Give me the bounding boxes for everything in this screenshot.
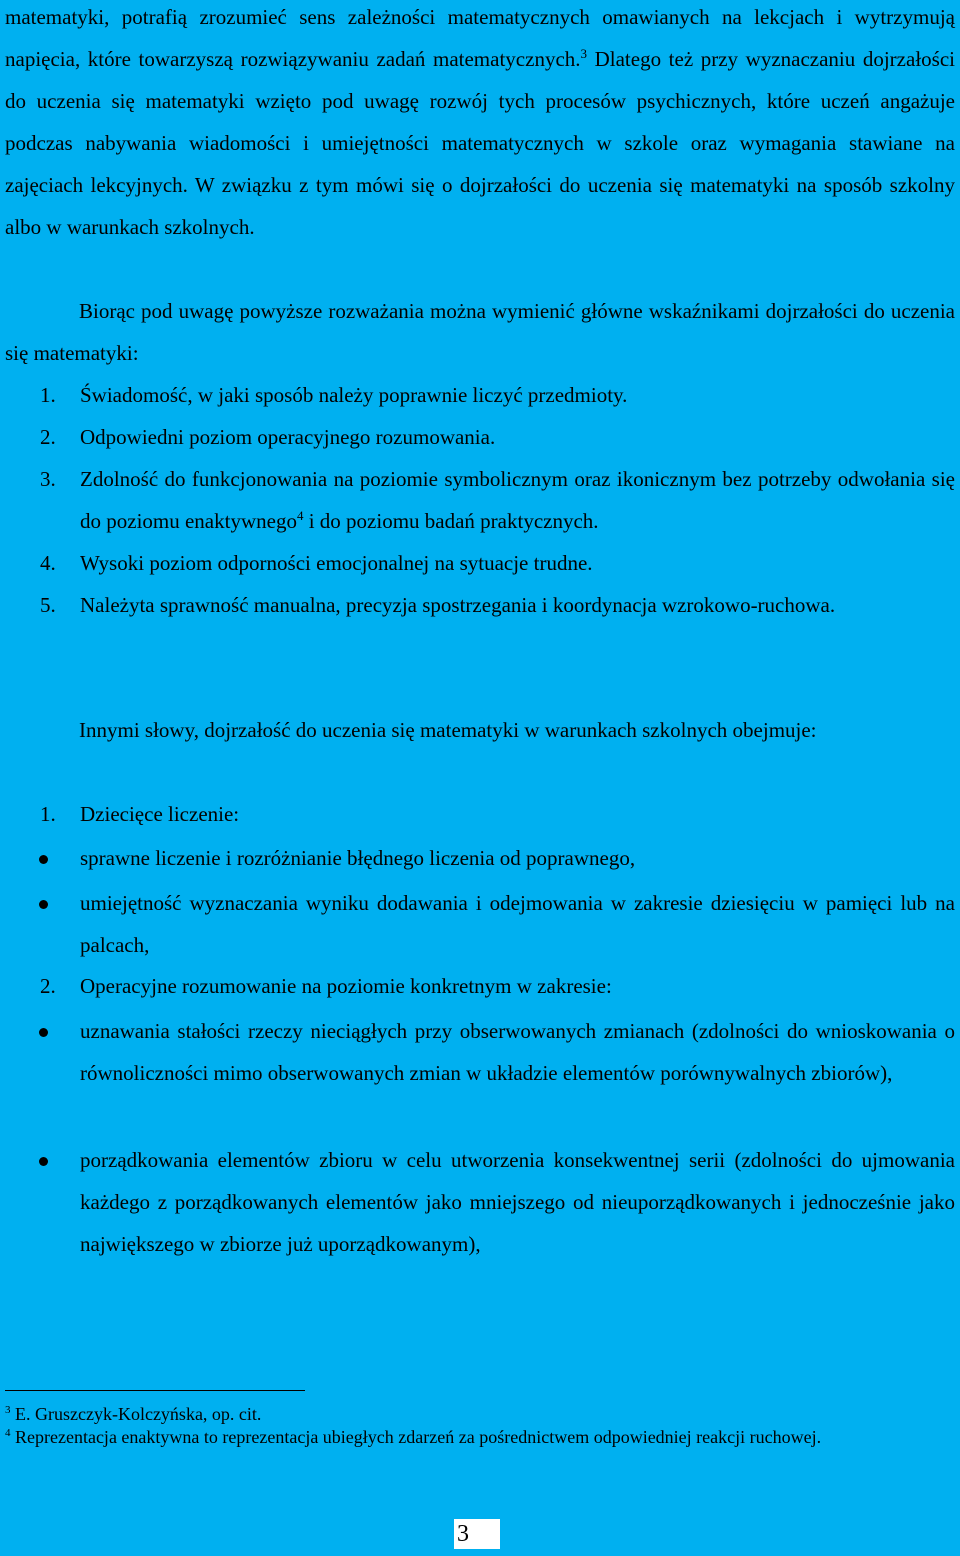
footnote-text: E. Gruszczyk-Kolczyńska, op. cit. [10, 1404, 262, 1424]
footnote-separator [5, 1390, 305, 1391]
footnote [5, 1426, 935, 1449]
list-number: 3. [40, 467, 56, 491]
section-title: Dziecięce liczenie: [80, 802, 240, 826]
list-item-text: Świadomość, w jaki sposób należy poprawnie liczyć przedmioty. [80, 383, 628, 407]
footnote-number: 4 [5, 1427, 11, 1439]
list-number: 2. [40, 425, 56, 449]
footnote-ref: 3 [580, 46, 588, 61]
list-item-text: Należyta sprawność manualna, precyzja spostrzegania i koordynacja wzrokowo-ruchowa. [80, 593, 836, 617]
section-number: 1. [40, 802, 56, 826]
paragraph-text: matematyki, potrafią zrozumieć sens zależności matematycznych omawianych na lekcjach i wytrzymują napięcia, które towarzyszą rozwiązywaniu zadań matematycznych. [5, 5, 955, 71]
bullet-icon [39, 900, 48, 909]
section-heading [5, 793, 955, 835]
page-number: 3 [454, 1519, 500, 1549]
bullet-item [5, 837, 955, 879]
bullet-item [5, 882, 955, 966]
list-item-text: Odpowiedni poziom operacyjnego rozumowania. [80, 425, 496, 449]
list-item-text: Wysoki poziom odporności emocjonalnej na sytuacje trudne. [80, 551, 593, 575]
footnote-number: 3 [5, 1404, 11, 1416]
section-number: 2. [40, 974, 56, 998]
paragraph-intro [5, 0, 955, 248]
paragraph-text: Dlatego też przy wyznaczaniu dojrzałości do uczenia się matematyki wzięto pod uwagę rozwój tych procesów psychicznych, które uczeń angażuje podczas nabywania wiadomości i umiejętności matematycznych w szkole oraz wymagania stawiane na zajęciach lekcyjnych. W związku z tym mówi się o dojrzałości do uczenia się matematyki na sposób szkolny albo w warunkach szkolnych. [5, 47, 955, 239]
section-title: Operacyjne rozumowanie na poziomie konkretnym w zakresie: [80, 974, 612, 998]
bullet-icon [39, 855, 48, 864]
bullet-text: sprawne liczenie i rozróżnianie błędnego liczenia od poprawnego, [80, 846, 636, 870]
list-number: 1. [40, 383, 56, 407]
list-item-text-part: Zdolność do funkcjonowania na poziomie symbolicznym oraz ikonicznym bez potrzeby odwołania się do poziomu enaktywnego [80, 467, 955, 533]
footnote-ref: 4 [296, 508, 304, 523]
list-item-text [80, 458, 955, 542]
footnote [5, 1403, 935, 1426]
list-item [5, 458, 955, 542]
bullet-text: uznawania stałości rzeczy nieciągłych przy obserwowanych zmianach (zdolności do wnioskowania o równoliczności mimo obserwowanych zmian w układzie elementów porównywalnych zbiorów), [80, 1019, 955, 1085]
list-item [5, 584, 955, 626]
list-item [5, 416, 955, 458]
paragraph-indicators-intro: Biorąc pod uwagę powyższe rozważania można wymienić główne wskaźnikami dojrzałości do uczenia się matematyki: [5, 299, 955, 365]
bullet-icon [39, 1028, 48, 1037]
list-number: 4. [40, 551, 56, 575]
list-number: 5. [40, 593, 56, 617]
paragraph-summary: Innymi słowy, dojrzałość do uczenia się matematyki w warunkach szkolnych obejmuje: [79, 718, 817, 742]
bullet-text: porządkowania elementów zbioru w celu utworzenia konsekwentnej serii (zdolności do ujmowania każdego z porządkowanych elementów jako mniejszego od nieuporządkowanych i jednocześnie jako największego w zbiorze już uporządkowanym), [80, 1148, 955, 1256]
bullet-item [5, 1139, 955, 1265]
section-heading [5, 965, 955, 1007]
bullet-text: umiejętność wyznaczania wyniku dodawania i odejmowania w zakresie dziesięciu w pamięci lub na palcach, [80, 891, 955, 957]
bullet-icon [39, 1157, 48, 1166]
footnote-text: Reprezentacja enaktywna to reprezentacja ubiegłych zdarzeń za pośrednictwem odpowiedniej reakcji ruchowej. [10, 1427, 822, 1447]
list-item [5, 374, 955, 416]
list-item-text-part: i do poziomu badań praktycznych. [303, 509, 599, 533]
bullet-item [5, 1010, 955, 1094]
list-item [5, 542, 955, 584]
